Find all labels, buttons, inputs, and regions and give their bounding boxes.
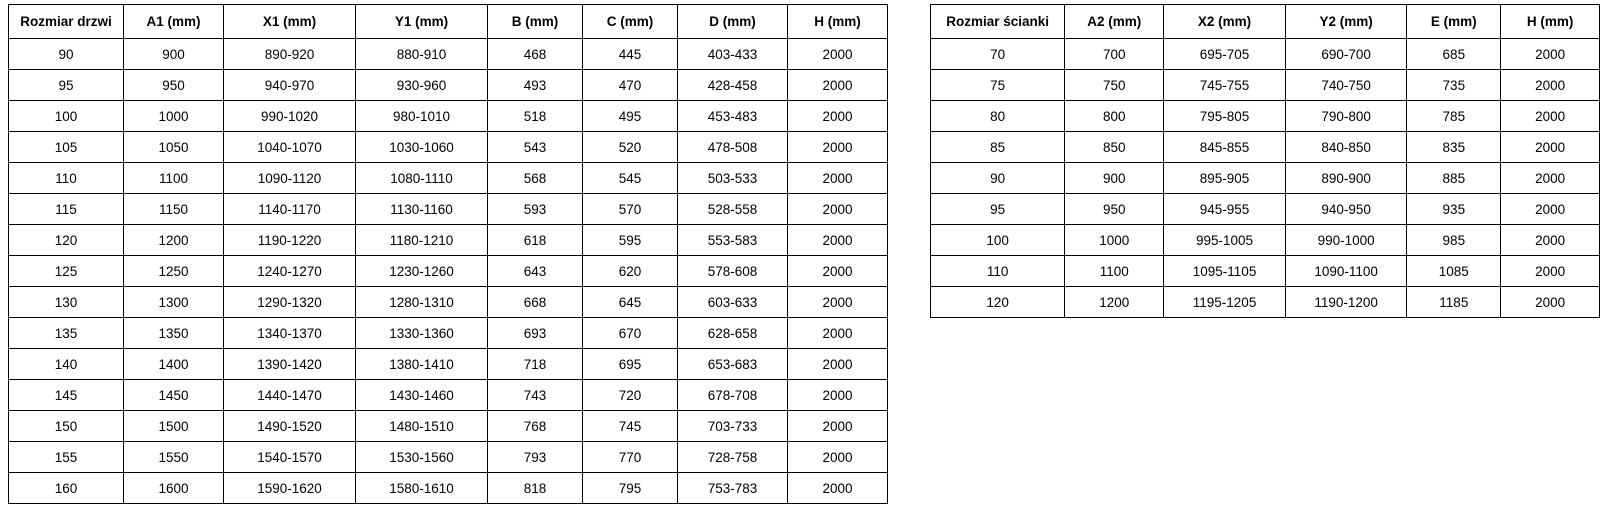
table-row [9, 442, 888, 473]
wall-size-table-head [931, 5, 1600, 39]
table-cell: 110 [9, 163, 124, 194]
table-cell: 518 [488, 101, 583, 132]
table-cell: 1290-1320 [224, 287, 356, 318]
table-cell: 840-850 [1285, 132, 1407, 163]
table-cell: 900 [124, 39, 224, 70]
table-cell: 795-805 [1164, 101, 1286, 132]
table-cell: 1600 [124, 473, 224, 504]
table-cell: 668 [488, 287, 583, 318]
table-cell: 578-608 [678, 256, 788, 287]
table-row [9, 256, 888, 287]
table-cell: 2000 [788, 380, 888, 411]
table-cell: 935 [1407, 194, 1501, 225]
table-cell: 2000 [788, 225, 888, 256]
table-cell: 1300 [124, 287, 224, 318]
table-row [931, 39, 1600, 70]
table-cell: 743 [488, 380, 583, 411]
table-cell: 1490-1520 [224, 411, 356, 442]
table-cell: 750 [1065, 70, 1164, 101]
table-cell: 940-950 [1285, 194, 1407, 225]
table-cell: 1085 [1407, 256, 1501, 287]
table-cell: 1000 [1065, 225, 1164, 256]
door-size-table-body [9, 39, 888, 504]
table-row [931, 70, 1600, 101]
table-cell: 470 [583, 70, 678, 101]
door-size-table [8, 4, 888, 504]
table-cell: 695-705 [1164, 39, 1286, 70]
table-cell: 1590-1620 [224, 473, 356, 504]
table-cell: 1090-1100 [1285, 256, 1407, 287]
table-cell: 793 [488, 442, 583, 473]
table-cell: 595 [583, 225, 678, 256]
table-cell: 90 [931, 163, 1065, 194]
table-cell: 1400 [124, 349, 224, 380]
table-cell: 120 [9, 225, 124, 256]
table-cell: 1540-1570 [224, 442, 356, 473]
table-cell: 1250 [124, 256, 224, 287]
table-cell: 155 [9, 442, 124, 473]
table-row [9, 349, 888, 380]
wall-size-table-body [931, 39, 1600, 318]
table-cell: 520 [583, 132, 678, 163]
table-cell: 2000 [788, 287, 888, 318]
column-header: C (mm) [583, 5, 678, 39]
table-cell: 990-1000 [1285, 225, 1407, 256]
table-cell: 493 [488, 70, 583, 101]
table-cell: 880-910 [356, 39, 488, 70]
table-cell: 645 [583, 287, 678, 318]
table-cell: 735 [1407, 70, 1501, 101]
table-cell: 900 [1065, 163, 1164, 194]
table-cell: 85 [931, 132, 1065, 163]
table-row [9, 473, 888, 504]
table-cell: 700 [1065, 39, 1164, 70]
table-cell: 2000 [788, 256, 888, 287]
table-cell: 945-955 [1164, 194, 1286, 225]
table-cell: 453-483 [678, 101, 788, 132]
table-cell: 1390-1420 [224, 349, 356, 380]
table-cell: 1340-1370 [224, 318, 356, 349]
door-size-table-head [9, 5, 888, 39]
table-cell: 768 [488, 411, 583, 442]
table-row [9, 287, 888, 318]
table-cell: 428-458 [678, 70, 788, 101]
table-cell: 695 [583, 349, 678, 380]
table-cell: 740-750 [1285, 70, 1407, 101]
table-row [931, 287, 1600, 318]
table-cell: 2000 [1501, 287, 1600, 318]
column-header: B (mm) [488, 5, 583, 39]
table-cell: 1450 [124, 380, 224, 411]
door-size-table-container [8, 4, 888, 504]
table-cell: 2000 [788, 411, 888, 442]
table-cell: 890-920 [224, 39, 356, 70]
table-cell: 2000 [1501, 101, 1600, 132]
table-cell: 835 [1407, 132, 1501, 163]
table-row [9, 318, 888, 349]
wall-size-table-container [930, 4, 1600, 318]
table-cell: 1190-1200 [1285, 287, 1407, 318]
table-cell: 890-900 [1285, 163, 1407, 194]
table-cell: 620 [583, 256, 678, 287]
table-cell: 1040-1070 [224, 132, 356, 163]
table-cell: 990-1020 [224, 101, 356, 132]
table-cell: 1440-1470 [224, 380, 356, 411]
table-cell: 618 [488, 225, 583, 256]
table-cell: 653-683 [678, 349, 788, 380]
table-cell: 1130-1160 [356, 194, 488, 225]
table-row [9, 380, 888, 411]
table-cell: 2000 [788, 163, 888, 194]
table-row [931, 163, 1600, 194]
table-row [9, 163, 888, 194]
table-cell: 100 [931, 225, 1065, 256]
table-cell: 2000 [788, 101, 888, 132]
table-cell: 1530-1560 [356, 442, 488, 473]
table-cell: 745 [583, 411, 678, 442]
table-row [9, 411, 888, 442]
column-header: X1 (mm) [224, 5, 356, 39]
table-cell: 845-855 [1164, 132, 1286, 163]
table-cell: 120 [931, 287, 1065, 318]
table-cell: 1550 [124, 442, 224, 473]
table-cell: 1430-1460 [356, 380, 488, 411]
table-cell: 75 [931, 70, 1065, 101]
column-header: Y1 (mm) [356, 5, 488, 39]
table-cell: 2000 [1501, 225, 1600, 256]
table-cell: 728-758 [678, 442, 788, 473]
table-cell: 1050 [124, 132, 224, 163]
table-row [9, 70, 888, 101]
table-cell: 685 [1407, 39, 1501, 70]
table-cell: 2000 [1501, 194, 1600, 225]
table-row [931, 132, 1600, 163]
column-header: D (mm) [678, 5, 788, 39]
table-row [9, 194, 888, 225]
table-cell: 643 [488, 256, 583, 287]
table-cell: 745-755 [1164, 70, 1286, 101]
table-cell: 1140-1170 [224, 194, 356, 225]
table-cell: 593 [488, 194, 583, 225]
table-cell: 135 [9, 318, 124, 349]
table-cell: 1380-1410 [356, 349, 488, 380]
table-cell: 70 [931, 39, 1065, 70]
table-cell: 995-1005 [1164, 225, 1286, 256]
wall-size-table [930, 4, 1600, 318]
table-cell: 1200 [124, 225, 224, 256]
table-cell: 795 [583, 473, 678, 504]
table-cell: 2000 [1501, 70, 1600, 101]
column-header: A2 (mm) [1065, 5, 1164, 39]
table-cell: 1190-1220 [224, 225, 356, 256]
table-cell: 895-905 [1164, 163, 1286, 194]
column-header: E (mm) [1407, 5, 1501, 39]
table-cell: 1580-1610 [356, 473, 488, 504]
table-header-row [9, 5, 888, 39]
table-cell: 785 [1407, 101, 1501, 132]
table-cell: 678-708 [678, 380, 788, 411]
table-cell: 100 [9, 101, 124, 132]
table-header-row [931, 5, 1600, 39]
table-cell: 403-433 [678, 39, 788, 70]
table-cell: 1100 [1065, 256, 1164, 287]
table-cell: 125 [9, 256, 124, 287]
table-cell: 2000 [788, 349, 888, 380]
table-cell: 503-533 [678, 163, 788, 194]
column-header: Y2 (mm) [1285, 5, 1407, 39]
table-cell: 495 [583, 101, 678, 132]
table-cell: 2000 [1501, 132, 1600, 163]
table-cell: 980-1010 [356, 101, 488, 132]
table-row [9, 101, 888, 132]
table-cell: 528-558 [678, 194, 788, 225]
table-cell: 445 [583, 39, 678, 70]
table-cell: 95 [931, 194, 1065, 225]
table-cell: 2000 [788, 194, 888, 225]
table-cell: 115 [9, 194, 124, 225]
table-cell: 478-508 [678, 132, 788, 163]
table-cell: 468 [488, 39, 583, 70]
table-cell: 1240-1270 [224, 256, 356, 287]
table-cell: 2000 [1501, 163, 1600, 194]
table-cell: 720 [583, 380, 678, 411]
table-cell: 628-658 [678, 318, 788, 349]
table-cell: 1230-1260 [356, 256, 488, 287]
table-cell: 950 [124, 70, 224, 101]
table-cell: 1330-1360 [356, 318, 488, 349]
table-cell: 818 [488, 473, 583, 504]
table-cell: 1000 [124, 101, 224, 132]
column-header: Rozmiar ścianki [931, 5, 1065, 39]
table-cell: 690-700 [1285, 39, 1407, 70]
table-cell: 553-583 [678, 225, 788, 256]
column-header: H (mm) [788, 5, 888, 39]
table-cell: 2000 [788, 132, 888, 163]
table-cell: 703-733 [678, 411, 788, 442]
table-cell: 2000 [1501, 39, 1600, 70]
table-cell: 670 [583, 318, 678, 349]
table-cell: 2000 [788, 318, 888, 349]
table-cell: 1090-1120 [224, 163, 356, 194]
table-cell: 570 [583, 194, 678, 225]
table-cell: 145 [9, 380, 124, 411]
table-cell: 2000 [1501, 256, 1600, 287]
table-cell: 160 [9, 473, 124, 504]
table-cell: 1095-1105 [1164, 256, 1286, 287]
table-row [931, 194, 1600, 225]
table-cell: 568 [488, 163, 583, 194]
table-cell: 130 [9, 287, 124, 318]
table-row [9, 132, 888, 163]
table-cell: 950 [1065, 194, 1164, 225]
table-cell: 90 [9, 39, 124, 70]
table-cell: 1185 [1407, 287, 1501, 318]
table-cell: 545 [583, 163, 678, 194]
table-row [9, 225, 888, 256]
table-cell: 800 [1065, 101, 1164, 132]
table-cell: 1030-1060 [356, 132, 488, 163]
table-row [931, 256, 1600, 287]
table-cell: 2000 [788, 39, 888, 70]
table-cell: 1195-1205 [1164, 287, 1286, 318]
table-cell: 1280-1310 [356, 287, 488, 318]
table-cell: 1350 [124, 318, 224, 349]
table-cell: 930-960 [356, 70, 488, 101]
table-cell: 1480-1510 [356, 411, 488, 442]
column-header: X2 (mm) [1164, 5, 1286, 39]
table-cell: 850 [1065, 132, 1164, 163]
table-cell: 1200 [1065, 287, 1164, 318]
table-cell: 150 [9, 411, 124, 442]
table-row [931, 225, 1600, 256]
table-cell: 1500 [124, 411, 224, 442]
table-cell: 885 [1407, 163, 1501, 194]
table-cell: 110 [931, 256, 1065, 287]
table-cell: 105 [9, 132, 124, 163]
table-cell: 753-783 [678, 473, 788, 504]
column-header: H (mm) [1501, 5, 1600, 39]
table-cell: 1150 [124, 194, 224, 225]
table-cell: 693 [488, 318, 583, 349]
table-cell: 985 [1407, 225, 1501, 256]
table-cell: 718 [488, 349, 583, 380]
table-cell: 1180-1210 [356, 225, 488, 256]
table-cell: 790-800 [1285, 101, 1407, 132]
table-cell: 770 [583, 442, 678, 473]
table-cell: 543 [488, 132, 583, 163]
table-row [931, 101, 1600, 132]
table-cell: 603-633 [678, 287, 788, 318]
table-cell: 1100 [124, 163, 224, 194]
column-header: Rozmiar drzwi [9, 5, 124, 39]
table-cell: 95 [9, 70, 124, 101]
table-cell: 940-970 [224, 70, 356, 101]
table-row [9, 39, 888, 70]
table-cell: 80 [931, 101, 1065, 132]
table-cell: 140 [9, 349, 124, 380]
table-cell: 1080-1110 [356, 163, 488, 194]
table-cell: 2000 [788, 70, 888, 101]
table-cell: 2000 [788, 473, 888, 504]
column-header: A1 (mm) [124, 5, 224, 39]
table-cell: 2000 [788, 442, 888, 473]
